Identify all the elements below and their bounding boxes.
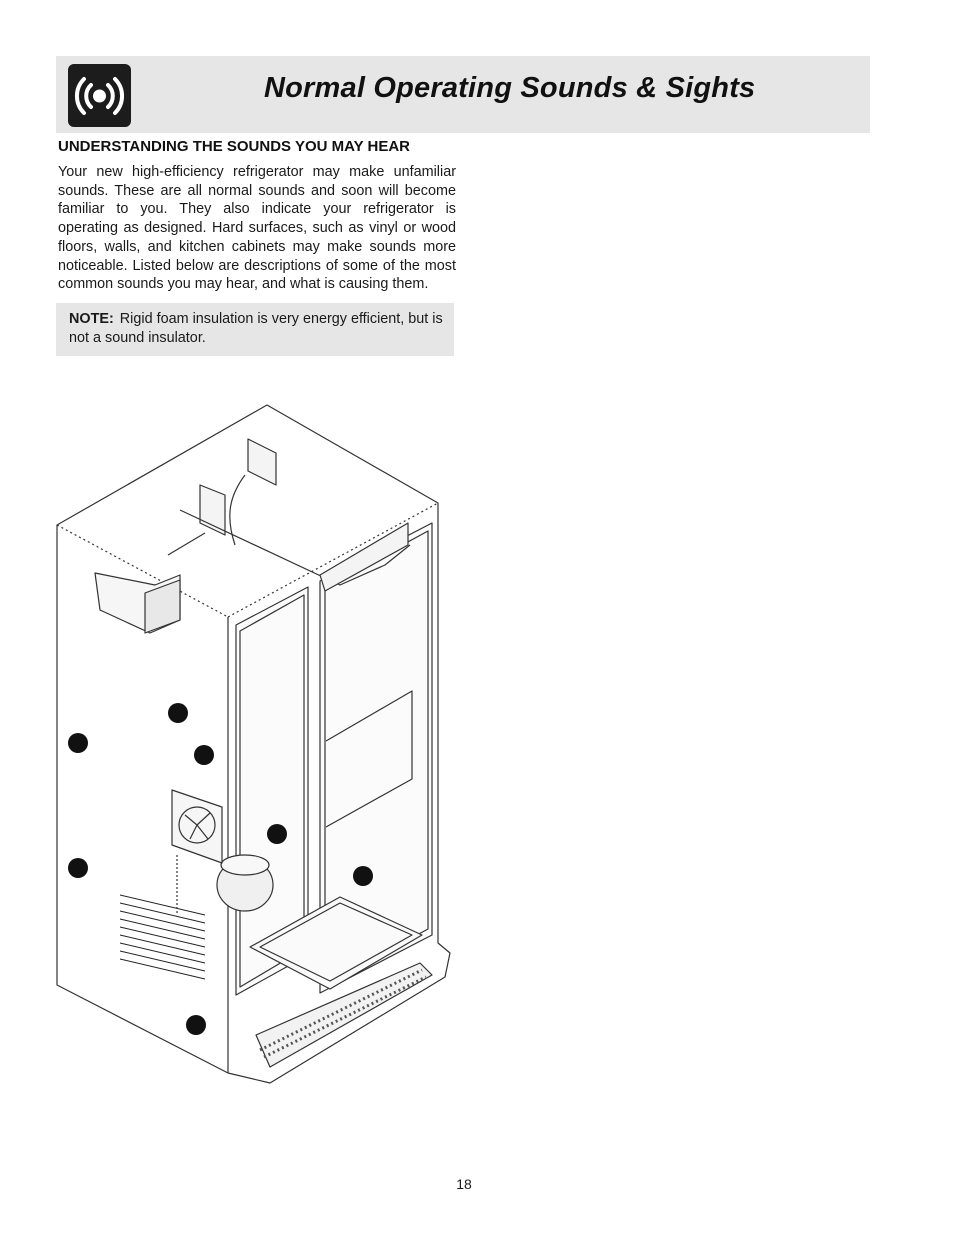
note-box [56, 303, 454, 356]
section-heading: UNDERSTANDING THE SOUNDS YOU MAY HEAR [58, 138, 410, 155]
body-paragraph: Your new high-efficiency refrigerator may make unfamiliar sounds. These are all normal sounds and soon will become familiar to you. They also indicate your refrigerator is operating as designed. Hard surfaces, such as vinyl or wood floors, walls, and kitchen cabinets may make sounds more noticeable. Listed below are descriptions of some of the most common sounds you may hear, and what is causing them. [58, 164, 456, 293]
header-band [56, 56, 870, 133]
callout-marker [194, 745, 214, 765]
callout-marker [186, 1015, 206, 1035]
note-label: NOTE: [69, 311, 114, 327]
callout-marker [267, 824, 287, 844]
page-title: Normal Operating Sounds & Sights [264, 72, 756, 104]
callout-marker [68, 733, 88, 753]
callout-marker [168, 703, 188, 723]
note-paragraph [69, 310, 445, 348]
note-body: Rigid foam insulation is very energy efficient, but is not a sound insulator. [69, 311, 443, 346]
callout-marker [353, 866, 373, 886]
callout-marker [68, 858, 88, 878]
page-number: 18 [456, 1176, 472, 1192]
sound-waves-icon [68, 64, 131, 127]
refrigerator-diagram [40, 395, 460, 1100]
